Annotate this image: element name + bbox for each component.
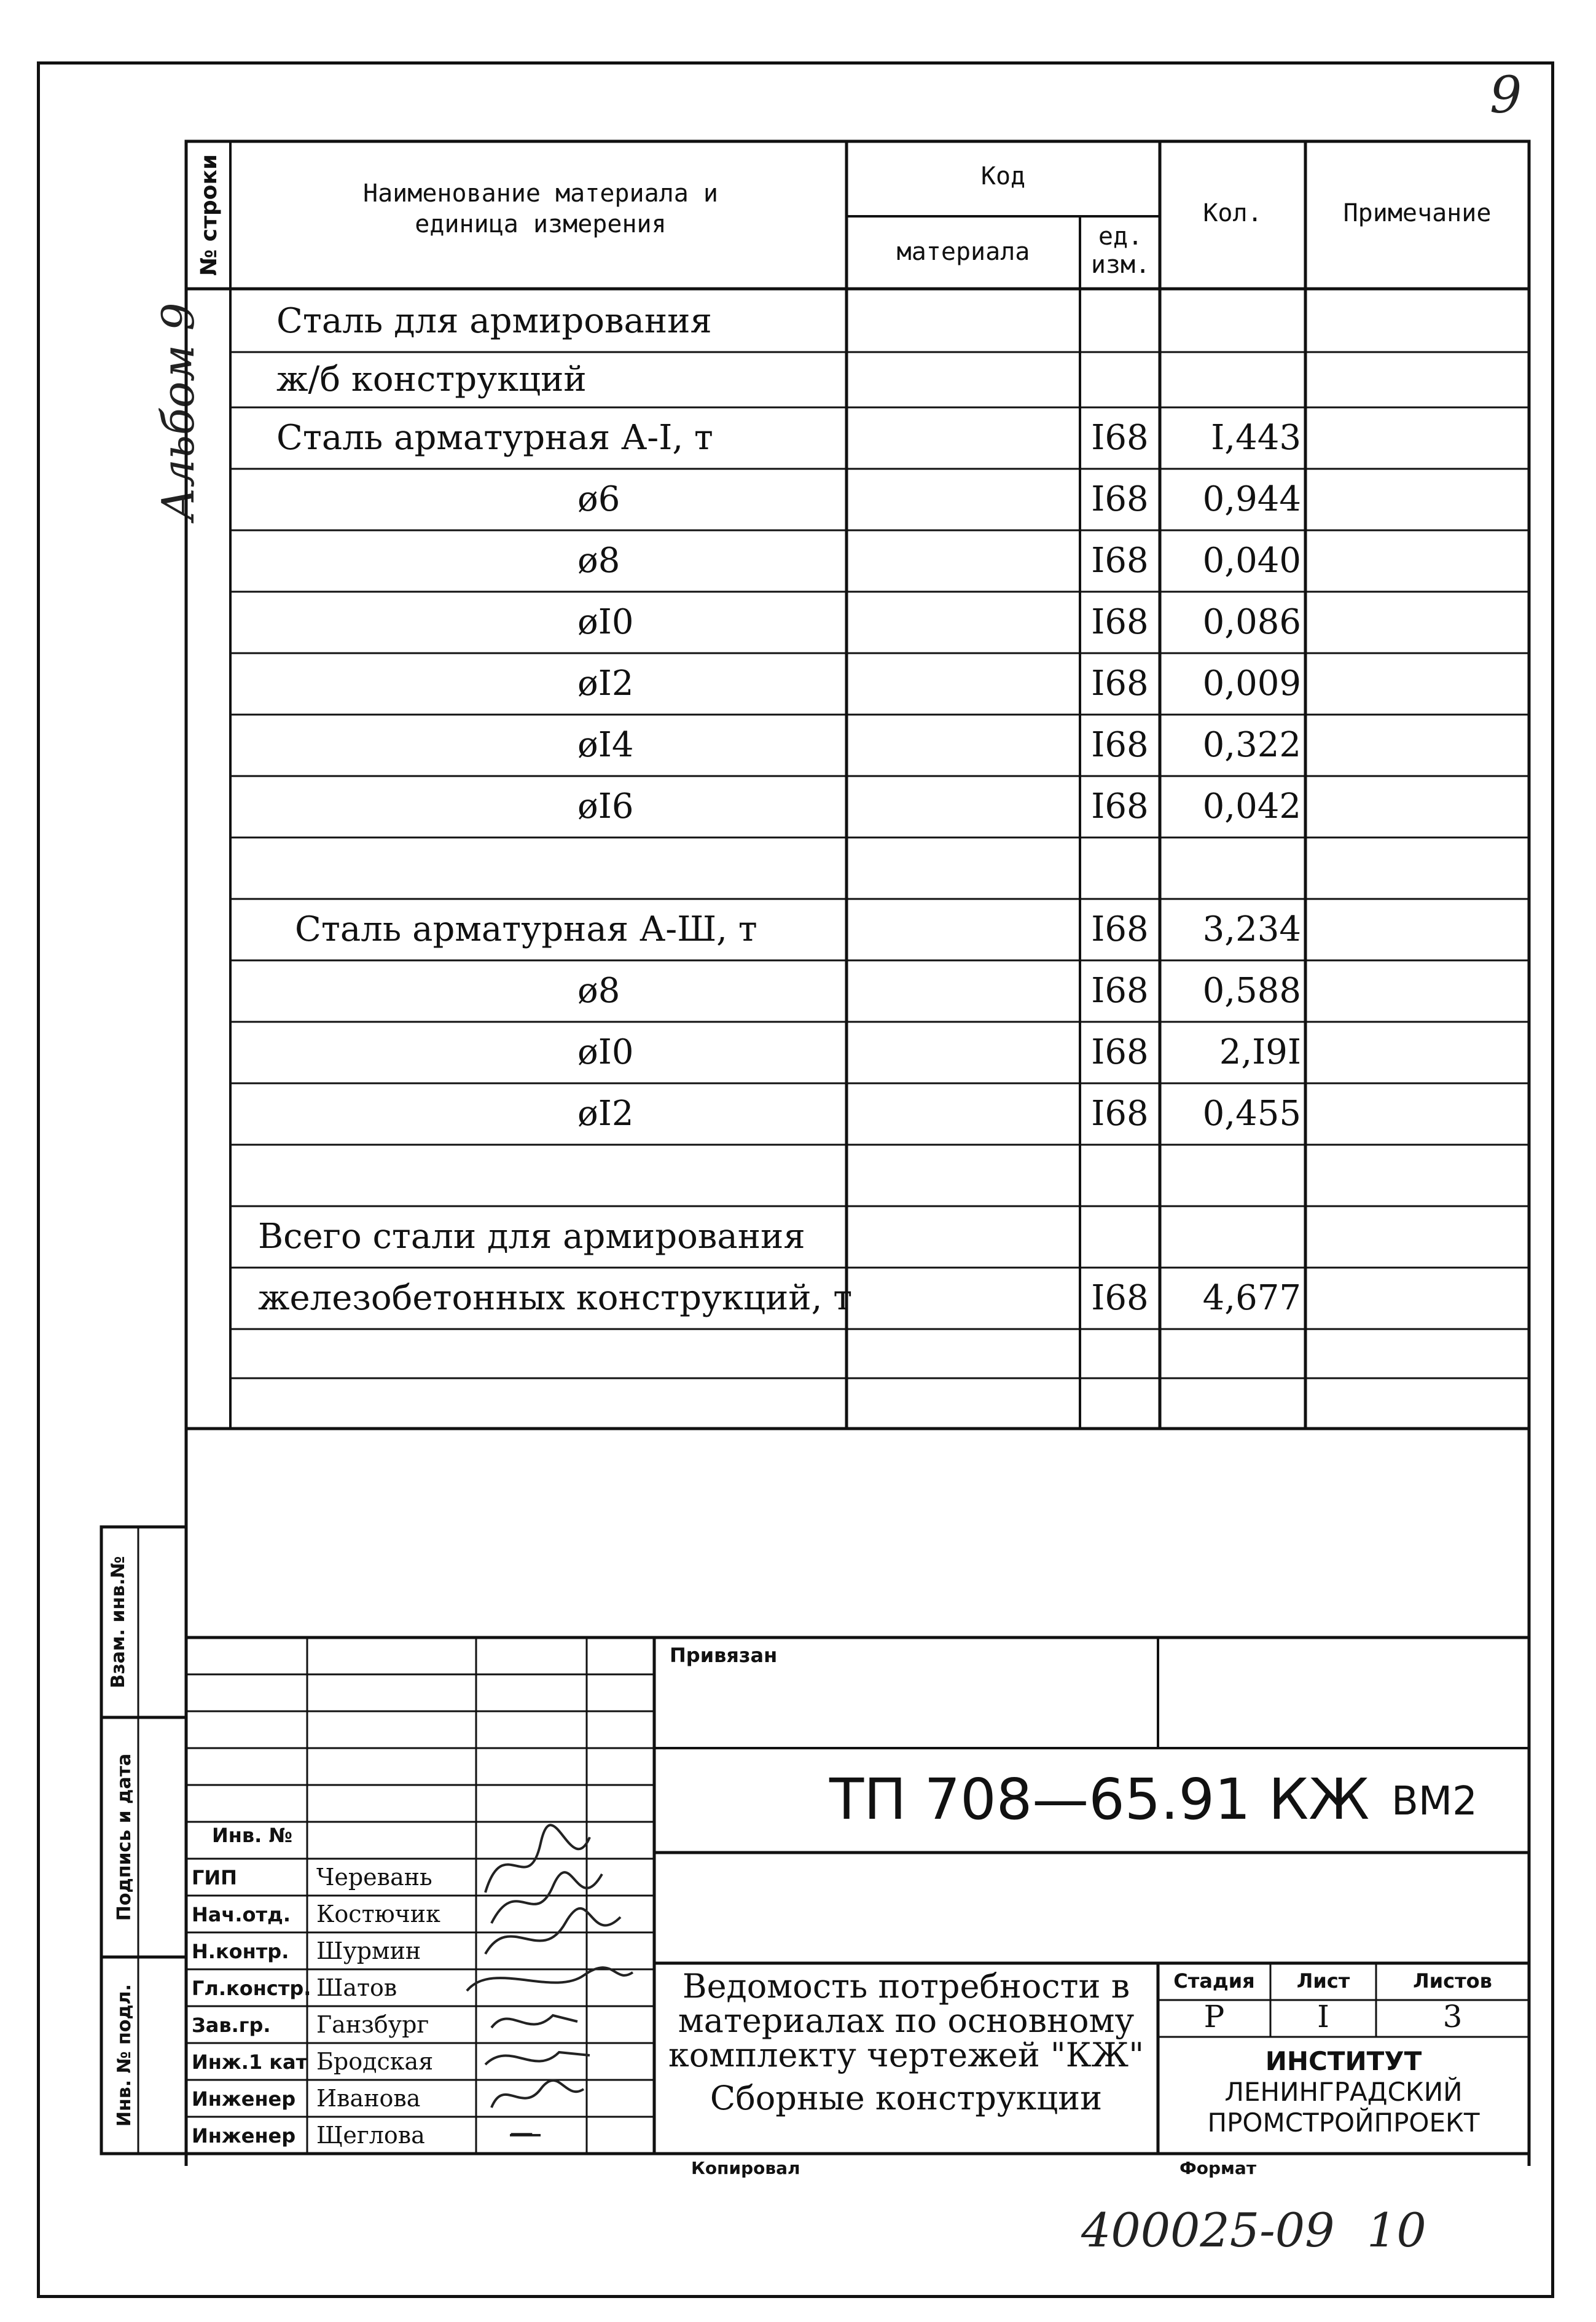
header-material: материала (896, 238, 1030, 266)
row-name: øI2 (577, 664, 634, 704)
title-line-4: Сборные конструкции (710, 2079, 1103, 2117)
header-code: Код (980, 162, 1026, 190)
row-name: øI0 (577, 602, 634, 642)
doc-suffix: ВМ2 (1391, 1779, 1477, 1824)
row-qty: 0,944 (1202, 479, 1301, 519)
inv-no-label: Инв. № (212, 1824, 292, 1847)
row-name: железобетонных конструкций, т (258, 1278, 853, 1318)
bottom-note: 400025-09 (1081, 2203, 1335, 2257)
header-row-no: № строки (197, 154, 222, 277)
row-unit: I68 (1091, 418, 1149, 458)
row-name: Сталь арматурная А-Ш, т (295, 909, 757, 949)
row-qty: 3,234 (1202, 909, 1301, 949)
role-label: Н.контр. (192, 1940, 289, 1963)
role-label: ГИП (192, 1866, 237, 1889)
row-qty: 0,009 (1202, 664, 1301, 704)
header-note: Примечание (1343, 199, 1492, 227)
row-unit: I68 (1091, 1094, 1149, 1134)
person-name: Иванова (316, 2085, 421, 2112)
stamp-podpis: Подпись и дата (114, 1753, 135, 1921)
row-unit: I68 (1091, 541, 1149, 581)
bottom-page: 10 (1367, 2203, 1426, 2257)
row-name: Сталь арматурная А-I, т (276, 418, 713, 458)
row-unit: I68 (1091, 786, 1149, 826)
role-label: Гл.констр. (192, 1977, 311, 2000)
row-name: ø6 (577, 479, 620, 519)
row-unit: I68 (1091, 1278, 1149, 1318)
sheet-label: Лист (1296, 1969, 1350, 1993)
row-unit: I68 (1091, 664, 1149, 704)
row-qty: 0,322 (1202, 725, 1301, 765)
doc-code: ТП 708—65.91 КЖ (829, 1767, 1370, 1832)
signature-scribbles (467, 1825, 633, 2135)
row-name: ø8 (577, 971, 620, 1011)
row-qty: 2,I9I (1219, 1032, 1301, 1072)
row-unit: I68 (1091, 971, 1149, 1011)
row-name: øI4 (577, 725, 634, 765)
row-name: øI6 (577, 786, 634, 826)
person-name: Черевань (316, 1864, 432, 1891)
signature-dash: — (510, 2119, 533, 2146)
row-name: ø8 (577, 541, 620, 581)
row-qty: 0,042 (1202, 786, 1301, 826)
person-name: Ганзбург (316, 2011, 429, 2038)
stamp-vzam: Взам. инв.№ (108, 1556, 129, 1689)
row-name: øI0 (577, 1032, 634, 1072)
role-label: Инженер (192, 2124, 296, 2147)
role-label: Инж.1 кат (192, 2050, 308, 2074)
privyazan-label: Привязан (670, 1644, 778, 1667)
person-name: Шатов (316, 1974, 397, 2001)
row-qty: I,443 (1211, 418, 1301, 458)
sheets-label: Листов (1413, 1969, 1492, 1993)
row-unit: I68 (1091, 479, 1149, 519)
sheet-value: I (1317, 1999, 1329, 2034)
role-label: Инженер (192, 2087, 296, 2111)
person-name: Бродская (316, 2048, 434, 2075)
title-line-1: Ведомость потребности в (682, 1967, 1130, 2006)
row-qty: 0,086 (1202, 602, 1301, 642)
institute-line-1: ИНСТИТУТ (1265, 2046, 1422, 2076)
row-unit: I68 (1091, 1032, 1149, 1072)
format-label: Формат (1179, 2158, 1257, 2178)
role-label: Нач.отд. (192, 1903, 291, 1926)
person-name: Щеглова (316, 2122, 425, 2149)
stage-label: Стадия (1173, 1969, 1255, 1993)
stage-value: Р (1203, 1999, 1225, 2034)
page-number: 9 (1490, 66, 1522, 125)
institute-line-3: ПРОМСТРОЙПРОЕКТ (1207, 2108, 1480, 2138)
person-name: Шурмин (316, 1937, 421, 1964)
row-name: Всего стали для армирования (258, 1217, 805, 1257)
header-qty: Кол. (1203, 199, 1262, 227)
stamp-inv-podl: Инв. № подл. (114, 1983, 135, 2127)
row-unit: I68 (1091, 602, 1149, 642)
kopiroval-label: Копировал (691, 2158, 800, 2178)
row-qty: 0,588 (1202, 971, 1301, 1011)
album-note: Альбом 9 (152, 302, 204, 521)
row-unit: I68 (1091, 909, 1149, 949)
header-unit: ед. изм. (1090, 222, 1151, 279)
person-name: Костючик (316, 1900, 440, 1928)
header-name: Наименование материала и единица измерения (363, 179, 718, 238)
sheets-value: 3 (1442, 1999, 1463, 2034)
role-label: Зав.гр. (192, 2014, 271, 2037)
title-line-2: материалах по основному (678, 2001, 1135, 2040)
row-name: øI2 (577, 1094, 634, 1134)
sheet-title (660, 1969, 1152, 2116)
row-unit: I68 (1091, 725, 1149, 765)
row-qty: 0,040 (1202, 541, 1301, 581)
row-name: Сталь для армирования (276, 301, 712, 341)
institute-name (1158, 2046, 1529, 2138)
institute-line-2: ЛЕНИНГРАДСКИЙ (1224, 2077, 1463, 2107)
row-name: ж/б конструкций (276, 359, 587, 399)
title-line-3: комплекту чертежей "КЖ" (668, 2036, 1144, 2074)
row-qty: 4,677 (1202, 1278, 1301, 1318)
row-qty: 0,455 (1202, 1094, 1301, 1134)
